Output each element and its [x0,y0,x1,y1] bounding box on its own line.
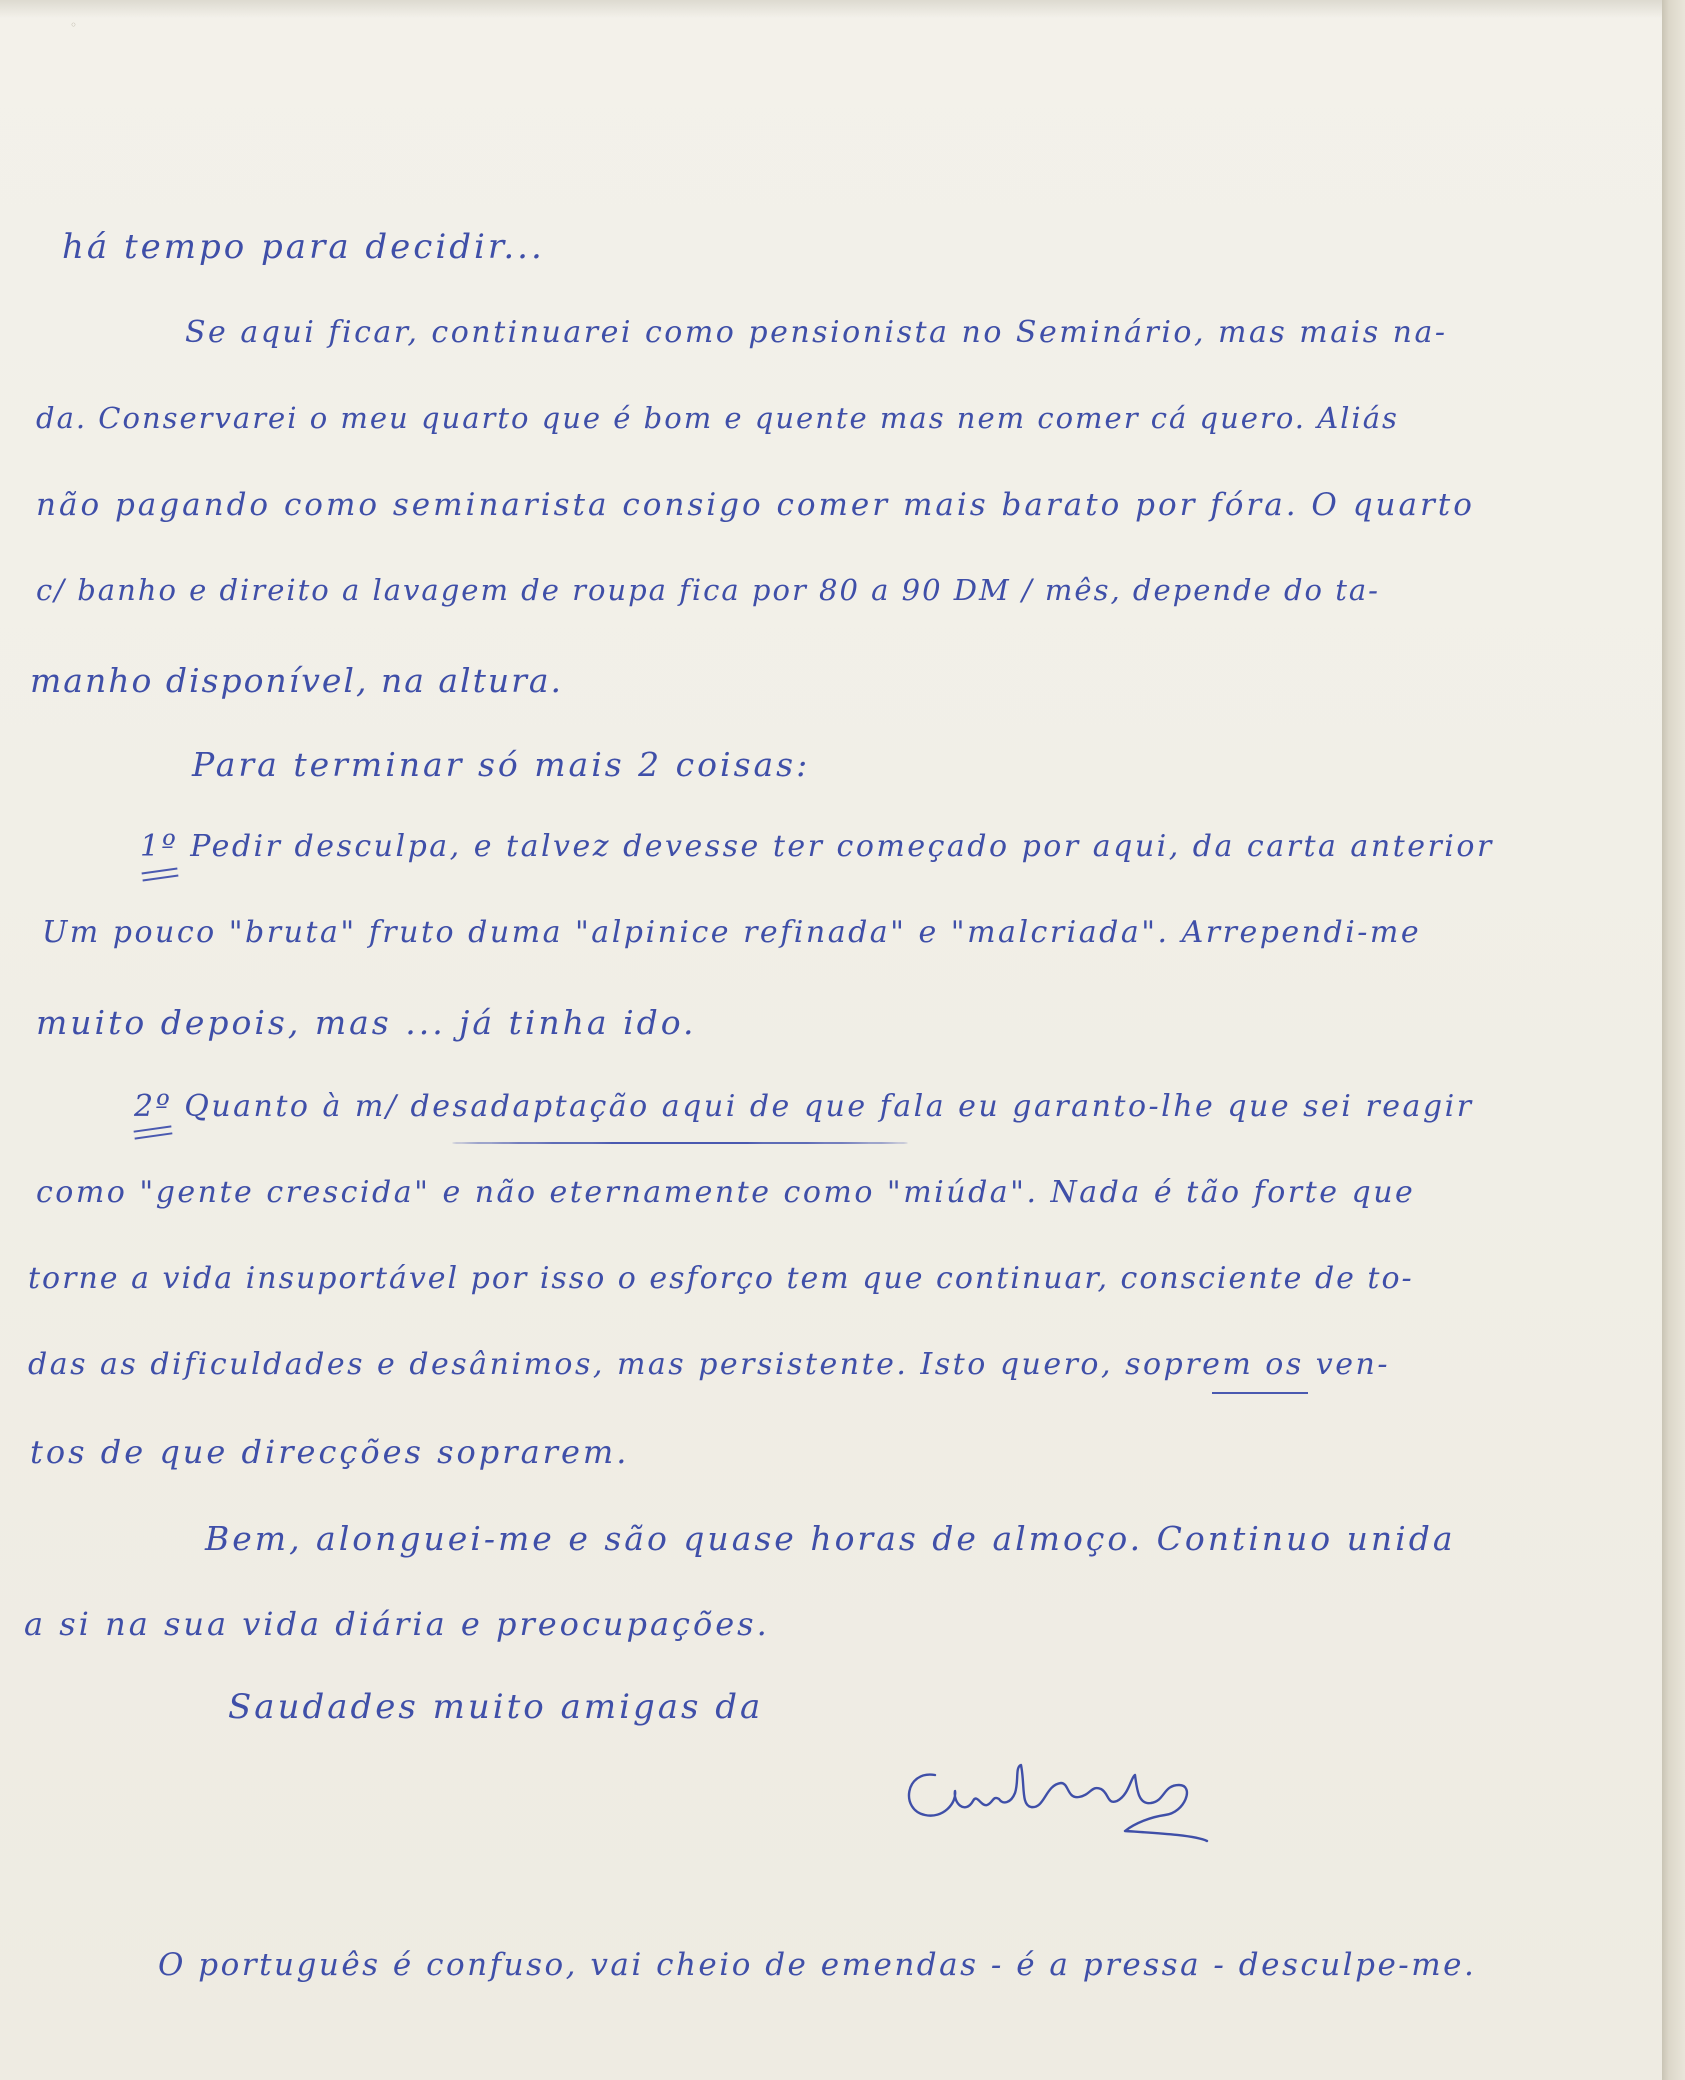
letter-line-1: há tempo para decidir... [62,227,545,267]
numbering-underline-2 [134,1125,173,1139]
letter-line-8: 1º Pedir desculpa, e talvez devesse ter começado por aqui, da carta anterior [140,829,1494,864]
emphasis-underline-quero [1212,1392,1308,1394]
letter-line-15: tos de que direcções soprarem. [30,1433,630,1471]
letter-line-17: a si na sua vida diária e preocupações. [24,1605,770,1643]
page-top-shadow [0,0,1662,18]
postscript-line: O português é confuso, vai cheio de emendas - é a pressa - desculpe-me. [158,1947,1477,1983]
letter-line-11: 2º Quanto à m/ desadaptação aqui de que fala eu garanto-lhe que sei reagir [134,1089,1474,1124]
letter-line-18: Saudades muito amigas da [228,1687,764,1727]
letter-line-3: da. Conservarei o meu quarto que é bom e quente mas nem comer cá quero. Aliás [36,401,1399,435]
letter-line-2: Se aqui ficar, continuarei como pensionista no Seminário, mas mais na- [185,315,1448,350]
letter-line-12: como "gente crescida" e não eternamente como "miúda". Nada é tão forte que [36,1175,1416,1210]
page-edge-shadow [1662,0,1685,2080]
letter-line-5: c/ banho e direito a lavagem de roupa fica por 80 a 90 DM / mês, depende do ta- [36,573,1380,607]
letter-line-14: das as dificuldades e desânimos, mas persistente. Isto quero, soprem os ven- [28,1347,1390,1382]
handwritten-signature [895,1755,1215,1855]
letter-line-4: não pagando como seminarista consigo comer mais barato por fóra. O quarto [36,487,1475,523]
corner-mark: ◦ [70,18,78,32]
letter-line-16: Bem, alonguei-me e são quase horas de almoço. Continuo unida [205,1519,1456,1558]
numbering-underline-1 [142,868,179,882]
letter-line-9: Um pouco "bruta" fruto duma "alpinice refinada" e "malcriada". Arrependi-me [42,915,1422,950]
letter-line-6: manho disponível, na altura. [30,661,564,700]
letter-line-7: Para terminar só mais 2 coisas: [192,745,811,784]
letter-line-13: torne a vida insuportável por isso o esforço tem que continuar, consciente de to- [28,1261,1414,1296]
letter-line-10: muito depois, mas ... já tinha ido. [36,1003,697,1042]
emphasis-underline-desadaptacao [452,1142,908,1144]
